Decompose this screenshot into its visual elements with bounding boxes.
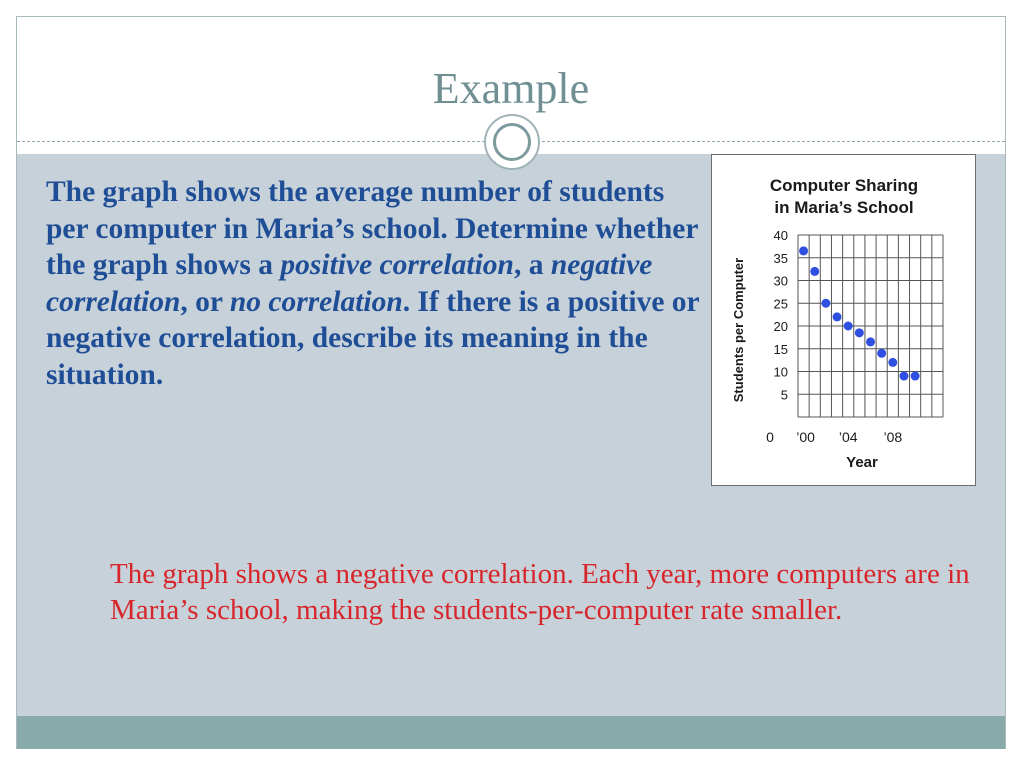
term-positive-correlation: positive correlation: [280, 249, 514, 281]
x-tick-label: ’08: [883, 429, 903, 445]
data-point: [821, 299, 830, 308]
data-point: [810, 267, 819, 276]
data-point: [799, 246, 808, 255]
y-tick-label: 10: [773, 364, 788, 380]
data-points: [799, 246, 920, 380]
data-point: [855, 328, 864, 337]
y-tick-label: 25: [773, 296, 788, 312]
term-negative-correlation: negative correlation: [46, 249, 653, 318]
chart-title-line-2: in Maria’s School: [774, 198, 914, 217]
answer-text: The graph shows a negative correlation. Each year, more computers are in Maria’s school, making the students-per-computer rate smaller.: [110, 558, 970, 626]
data-point: [888, 358, 897, 367]
data-point: [911, 372, 920, 381]
slide-title: Example: [432, 64, 590, 113]
x-tick-label: 0: [766, 429, 774, 445]
y-tick-label: 35: [773, 250, 788, 266]
term-no-correlation: no correlation: [229, 285, 403, 318]
x-axis-label: Year: [846, 454, 878, 471]
x-tick-labels: [766, 429, 902, 445]
data-point: [833, 312, 842, 321]
y-tick-label: 30: [773, 273, 788, 289]
footer-band: [17, 716, 1005, 749]
y-tick-label: 20: [773, 319, 788, 334]
data-point: [877, 349, 886, 358]
chart-title-line-1: Computer Sharing: [769, 176, 919, 195]
question-part-2: , a: [513, 249, 551, 281]
y-axis-label: Students per Computer: [731, 257, 746, 403]
data-point: [866, 337, 875, 346]
y-tick-label: 5: [780, 387, 788, 403]
scatter-chart: [711, 154, 976, 486]
circle-ornament-icon: [484, 114, 540, 170]
question-text: [46, 174, 706, 393]
data-point: [844, 322, 853, 331]
chart-grid: [798, 235, 943, 417]
question-part-1: The graph shows the average number of students per computer in Maria’s school. Determine whether the graph shows a: [46, 176, 698, 281]
question-part-3: , or: [180, 285, 230, 318]
x-tick-label: ’00: [796, 429, 815, 445]
data-point: [899, 372, 908, 381]
chart-svg: [712, 155, 975, 485]
y-tick-label: 40: [773, 228, 788, 243]
question-part-4: . If there is a positive or negative correlation, describe its meaning in the situation.: [46, 285, 700, 391]
y-tick-labels: [774, 228, 788, 402]
x-tick-label: ’04: [838, 429, 858, 445]
y-tick-label: 15: [773, 341, 788, 357]
